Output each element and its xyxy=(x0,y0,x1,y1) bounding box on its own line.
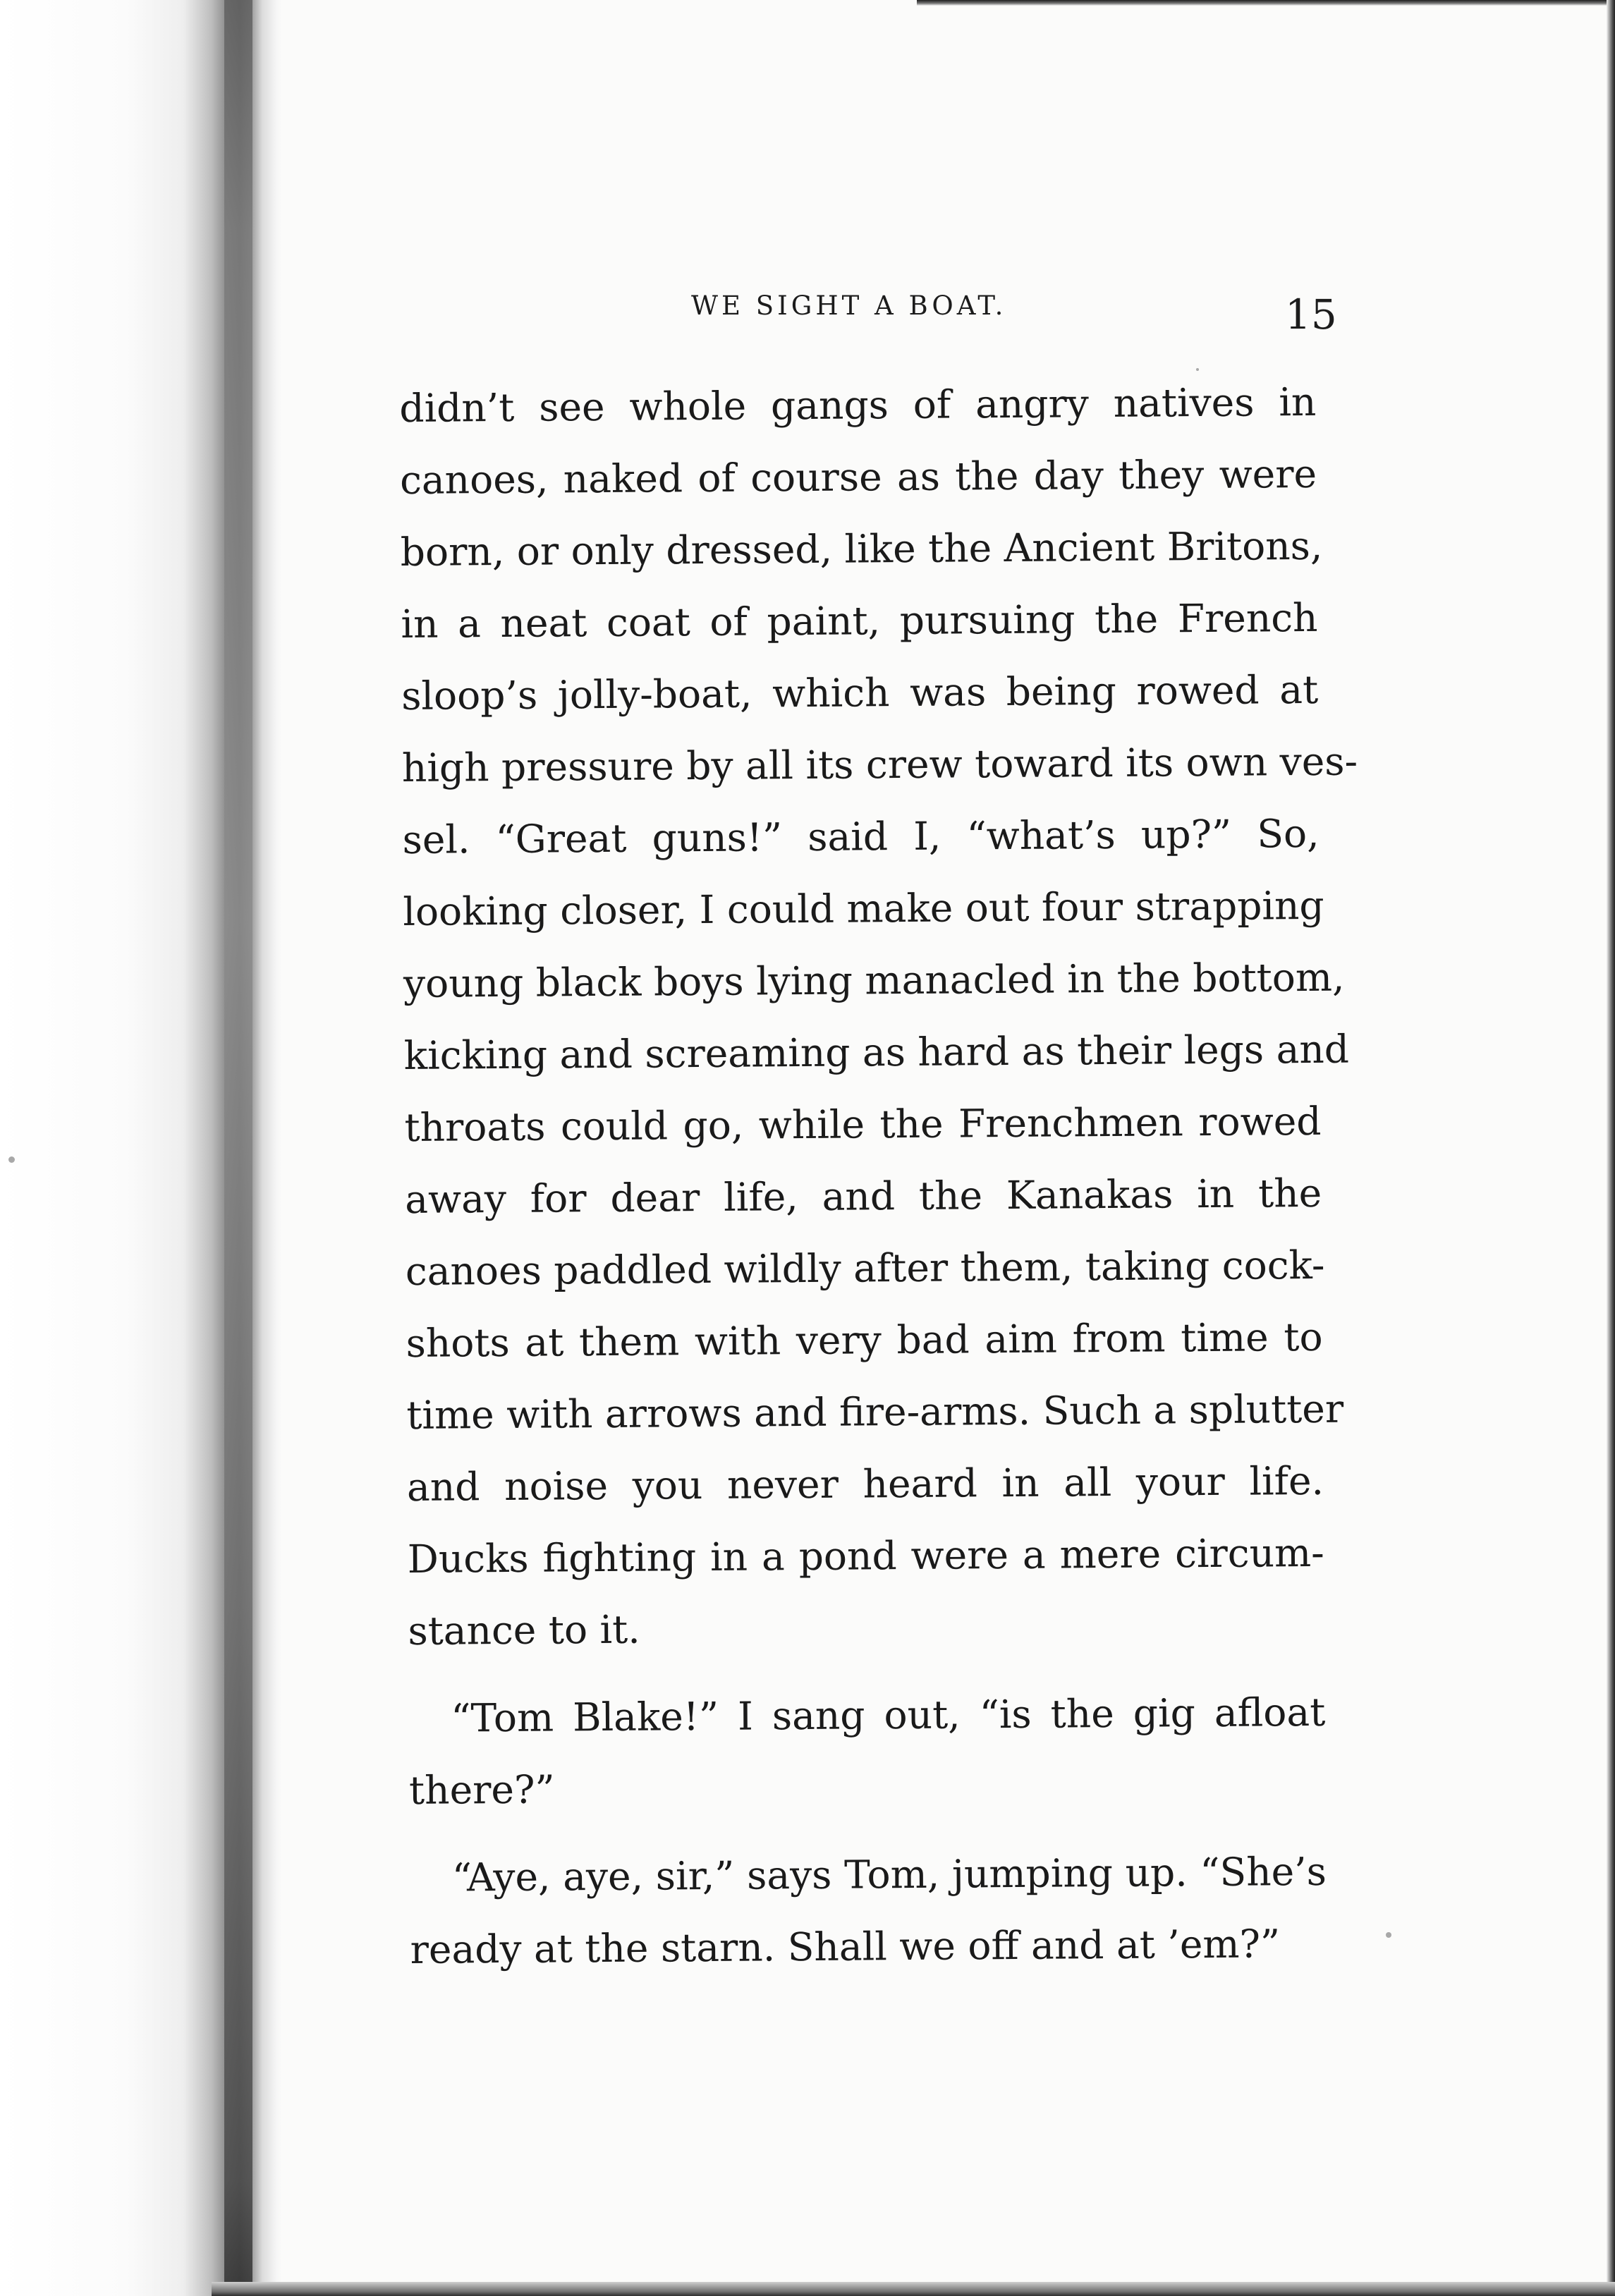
paragraph xyxy=(408,1676,1326,1826)
paragraph xyxy=(410,1836,1327,1986)
text-line: didn’t see whole gangs of angry natives in xyxy=(399,379,1317,431)
paragraph xyxy=(399,366,1358,1667)
text-line: sloop’s jolly-boat, which was being rowed at xyxy=(401,666,1319,719)
text-line: shots at them with very bad aim from time to xyxy=(406,1314,1323,1366)
text-line: there?” xyxy=(408,1766,555,1813)
text-line: throats could go, while the Frenchmen rowed xyxy=(404,1098,1322,1150)
text-line: young black boys lying manacled in the bottom, xyxy=(403,954,1345,1006)
text-line: stance to it. xyxy=(408,1606,640,1654)
text-line: canoes, naked of course as the day they were xyxy=(399,451,1317,503)
page-bottom-edge-shadow xyxy=(212,2282,1615,2296)
text-line: canoes paddled wildly after them, taking cock- xyxy=(405,1242,1325,1294)
text-line: born, or only dressed, like the Ancient Britons, xyxy=(400,523,1323,575)
text-line: ready at the starn. Shall we off and at ’em?” xyxy=(410,1921,1281,1972)
text-line: away for dear life, and the Kanakas in the xyxy=(404,1170,1322,1222)
text-line: sel. “Great guns!” said I, “what’s up?” So, xyxy=(402,810,1320,862)
scan-speck xyxy=(8,1156,15,1163)
text-line: and noise you never heard in all your life. xyxy=(406,1458,1324,1510)
text-line: Ducks fighting in a pond were a mere circum- xyxy=(407,1529,1324,1582)
text-line: kicking and screaming as hard as their legs and xyxy=(403,1026,1350,1078)
text-line: “Aye, aye, sir,” says Tom, jumping up. “She’s xyxy=(451,1848,1327,1900)
text-line: “Tom Blake!” I sang out, “is the gig afloat xyxy=(451,1689,1326,1741)
body-text xyxy=(399,366,1358,1986)
text-line: looking closer, I could make out four strapping xyxy=(403,882,1324,934)
page-top-edge-shadow xyxy=(917,0,1615,6)
text-line: high pressure by all its crew toward its own ves- xyxy=(401,738,1358,790)
scan-speck xyxy=(1386,1932,1391,1938)
book-spine-edge xyxy=(224,0,252,2296)
text-line: in a neat coat of paint, pursuing the French xyxy=(401,594,1318,647)
page-number: 15 xyxy=(1285,291,1337,338)
text-line: time with arrows and fire-arms. Such a splutter xyxy=(406,1386,1344,1438)
page-right-edge-shadow xyxy=(1607,0,1615,2296)
running-head: WE SIGHT A BOAT. xyxy=(691,291,1007,321)
